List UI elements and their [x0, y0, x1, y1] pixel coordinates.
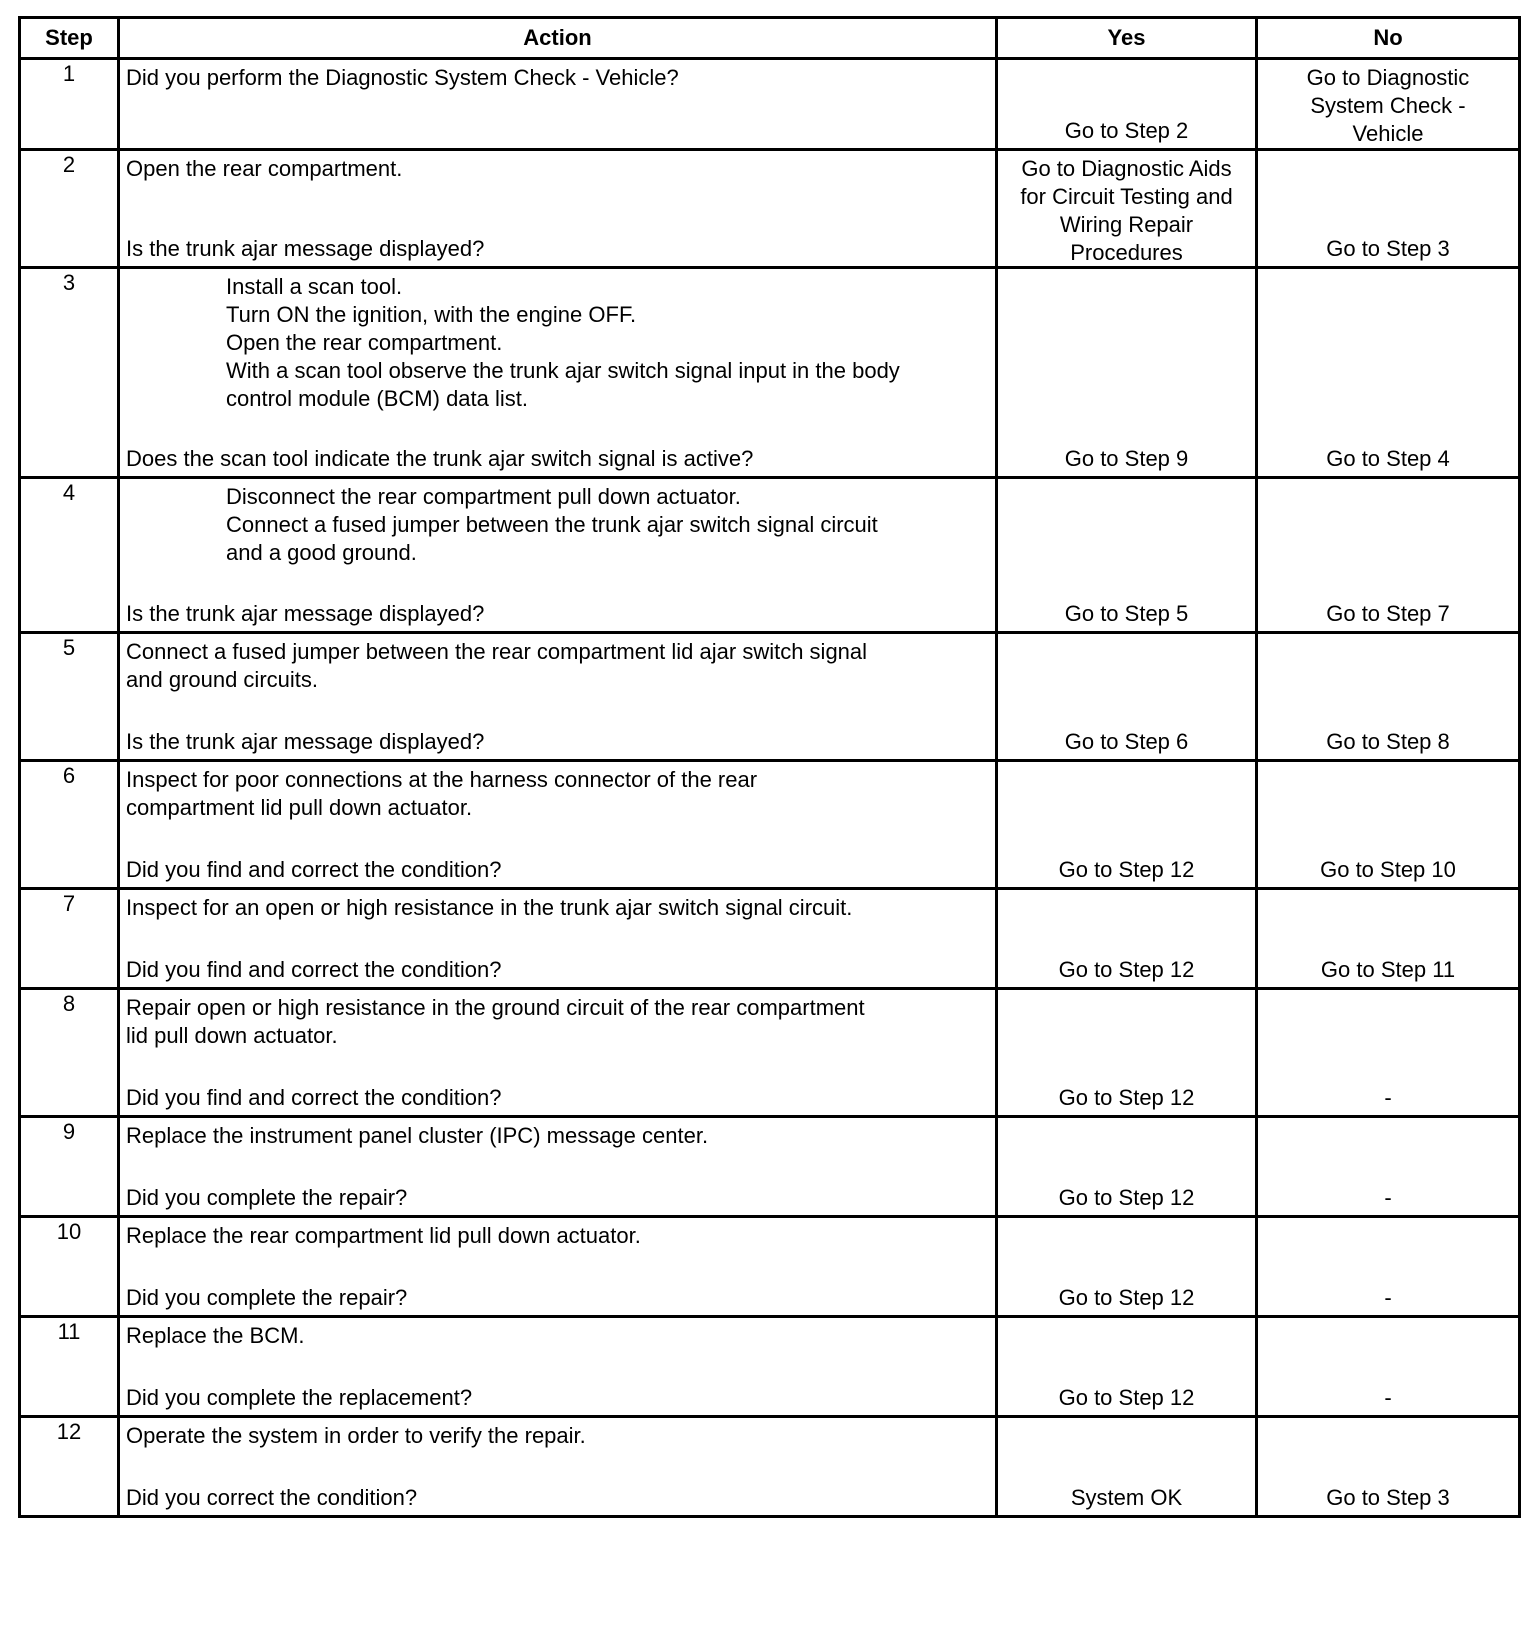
table-row	[20, 761, 1520, 889]
action-question: Did you complete the repair?	[126, 1185, 408, 1210]
action-cell	[119, 889, 997, 989]
table-row	[20, 1417, 1520, 1517]
yes-result-line: Go to Step 5	[1064, 601, 1189, 626]
no-result-line: Go to Step 7	[1326, 601, 1450, 626]
action-cell	[119, 633, 997, 761]
yes-result	[997, 1417, 1257, 1517]
no-result-line: Go to Step 8	[1326, 729, 1450, 754]
header-yes: Yes	[997, 18, 1257, 59]
action-line: control module (BCM) data list.	[226, 386, 528, 411]
no-result-line: Go to Diagnostic	[1306, 65, 1470, 90]
no-result-line: Go to Step 10	[1320, 857, 1456, 882]
table-body	[20, 59, 1520, 1517]
table-row	[20, 1317, 1520, 1417]
yes-result-line: Procedures	[1070, 240, 1183, 265]
action-instructions	[126, 638, 989, 694]
step-number: 1	[20, 59, 119, 150]
no-result-line: System Check -	[1310, 93, 1466, 118]
no-result	[1257, 268, 1520, 478]
action-line: With a scan tool observe the trunk ajar switch signal input in the body	[226, 358, 900, 383]
table-row	[20, 59, 1520, 150]
yes-result	[997, 1117, 1257, 1217]
no-result-line: -	[1384, 1185, 1392, 1210]
yes-result	[997, 761, 1257, 889]
action-line: compartment lid pull down actuator.	[126, 795, 473, 820]
action-line: Repair open or high resistance in the ground circuit of the rear compartment	[126, 995, 865, 1020]
action-cell	[119, 989, 997, 1117]
action-line: Open the rear compartment.	[126, 156, 403, 181]
no-result-line: Go to Step 4	[1326, 446, 1450, 471]
yes-result	[997, 478, 1257, 633]
action-instructions	[126, 64, 989, 92]
action-question: Did you complete the repair?	[126, 1285, 408, 1310]
action-cell	[119, 761, 997, 889]
action-line: Replace the instrument panel cluster (IPC) message center.	[126, 1123, 709, 1148]
step-number: 7	[20, 889, 119, 989]
no-result-line: Go to Step 3	[1326, 1485, 1450, 1510]
action-instructions	[126, 155, 989, 183]
action-cell	[119, 150, 997, 268]
action-line: Did you perform the Diagnostic System Check - Vehicle?	[126, 65, 679, 90]
step-number: 2	[20, 150, 119, 268]
step-number: 11	[20, 1317, 119, 1417]
step-number: 4	[20, 478, 119, 633]
action-line: Connect a fused jumper between the rear compartment lid ajar switch signal	[126, 639, 868, 664]
table-row	[20, 478, 1520, 633]
no-result	[1257, 989, 1520, 1117]
header-row	[20, 18, 1520, 59]
yes-result-line: Go to Step 12	[1058, 1385, 1195, 1410]
no-result	[1257, 1317, 1520, 1417]
action-line: Replace the rear compartment lid pull down actuator.	[126, 1223, 641, 1248]
action-line: Disconnect the rear compartment pull down actuator.	[226, 484, 741, 509]
action-instructions	[126, 1222, 989, 1250]
yes-result-line: Go to Step 2	[1064, 118, 1189, 143]
table-row	[20, 989, 1520, 1117]
diagnostic-table-container	[18, 16, 1518, 1518]
action-cell	[119, 1417, 997, 1517]
action-line: Inspect for poor connections at the harness connector of the rear	[126, 767, 758, 792]
table-row	[20, 633, 1520, 761]
header-step: Step	[20, 18, 119, 59]
yes-result	[997, 150, 1257, 268]
action-cell	[119, 478, 997, 633]
action-line: Turn ON the ignition, with the engine OFF.	[226, 302, 637, 327]
action-instructions	[126, 766, 989, 822]
action-cell	[119, 268, 997, 478]
step-number: 10	[20, 1217, 119, 1317]
yes-result	[997, 989, 1257, 1117]
action-instructions	[126, 273, 989, 413]
yes-result-line: Go to Step 12	[1058, 857, 1195, 882]
header-action: Action	[119, 18, 997, 59]
yes-result-line: Wiring Repair	[1059, 212, 1194, 237]
action-cell	[119, 59, 997, 150]
step-number: 3	[20, 268, 119, 478]
table-row	[20, 1217, 1520, 1317]
step-number: 5	[20, 633, 119, 761]
yes-result-line: System OK	[1070, 1485, 1183, 1510]
action-cell	[119, 1217, 997, 1317]
action-question: Did you find and correct the condition?	[126, 857, 502, 882]
yes-result-line: for Circuit Testing and	[1020, 184, 1233, 209]
no-result	[1257, 150, 1520, 268]
yes-result	[997, 59, 1257, 150]
table-row	[20, 889, 1520, 989]
no-result	[1257, 1417, 1520, 1517]
no-result-line: -	[1384, 1385, 1392, 1410]
action-cell	[119, 1317, 997, 1417]
no-result	[1257, 633, 1520, 761]
action-question: Did you correct the condition?	[126, 1485, 418, 1510]
yes-result	[997, 268, 1257, 478]
action-line: and a good ground.	[226, 540, 417, 565]
yes-result	[997, 1317, 1257, 1417]
yes-result-line: Go to Step 12	[1058, 1285, 1195, 1310]
action-instructions	[126, 1422, 989, 1450]
no-result-line: Vehicle	[1352, 121, 1424, 146]
action-line: Operate the system in order to verify the repair.	[126, 1423, 586, 1448]
step-number: 8	[20, 989, 119, 1117]
no-result-line: Go to Step 3	[1326, 236, 1450, 261]
step-number: 12	[20, 1417, 119, 1517]
table-row	[20, 268, 1520, 478]
no-result	[1257, 889, 1520, 989]
action-question: Is the trunk ajar message displayed?	[126, 729, 485, 754]
action-question: Did you find and correct the condition?	[126, 957, 502, 982]
no-result-line: -	[1384, 1085, 1392, 1110]
action-question: Is the trunk ajar message displayed?	[126, 236, 485, 261]
action-instructions	[126, 1122, 989, 1150]
action-line: Install a scan tool.	[226, 274, 403, 299]
action-instructions	[126, 1322, 989, 1350]
diagnostic-table	[18, 16, 1521, 1518]
no-result-line: -	[1384, 1285, 1392, 1310]
no-result	[1257, 1217, 1520, 1317]
yes-result-line: Go to Step 12	[1058, 1085, 1195, 1110]
yes-result	[997, 889, 1257, 989]
no-result-line: Go to Step 11	[1320, 957, 1456, 982]
yes-result	[997, 1217, 1257, 1317]
header-no: No	[1257, 18, 1520, 59]
action-line: Inspect for an open or high resistance in the trunk ajar switch signal circuit.	[126, 895, 853, 920]
no-result	[1257, 1117, 1520, 1217]
action-line: Connect a fused jumper between the trunk ajar switch signal circuit	[226, 512, 878, 537]
action-question: Does the scan tool indicate the trunk ajar switch signal is active?	[126, 446, 754, 471]
action-question: Did you find and correct the condition?	[126, 1085, 502, 1110]
action-question: Did you complete the replacement?	[126, 1385, 473, 1410]
action-line: Replace the BCM.	[126, 1323, 305, 1348]
yes-result-line: Go to Diagnostic Aids	[1021, 156, 1232, 181]
yes-result-line: Go to Step 6	[1064, 729, 1189, 754]
action-line: lid pull down actuator.	[126, 1023, 338, 1048]
table-row	[20, 150, 1520, 268]
yes-result	[997, 633, 1257, 761]
no-result	[1257, 478, 1520, 633]
yes-result-line: Go to Step 12	[1058, 1185, 1195, 1210]
step-number: 9	[20, 1117, 119, 1217]
yes-result-line: Go to Step 9	[1064, 446, 1189, 471]
action-question: Is the trunk ajar message displayed?	[126, 601, 485, 626]
step-number: 6	[20, 761, 119, 889]
action-instructions	[126, 994, 989, 1050]
table-row	[20, 1117, 1520, 1217]
action-instructions	[126, 894, 989, 922]
action-line: and ground circuits.	[126, 667, 318, 692]
action-cell	[119, 1117, 997, 1217]
action-line: Open the rear compartment.	[226, 330, 503, 355]
no-result	[1257, 761, 1520, 889]
action-instructions	[126, 483, 989, 567]
yes-result-line: Go to Step 12	[1058, 957, 1195, 982]
no-result	[1257, 59, 1520, 150]
